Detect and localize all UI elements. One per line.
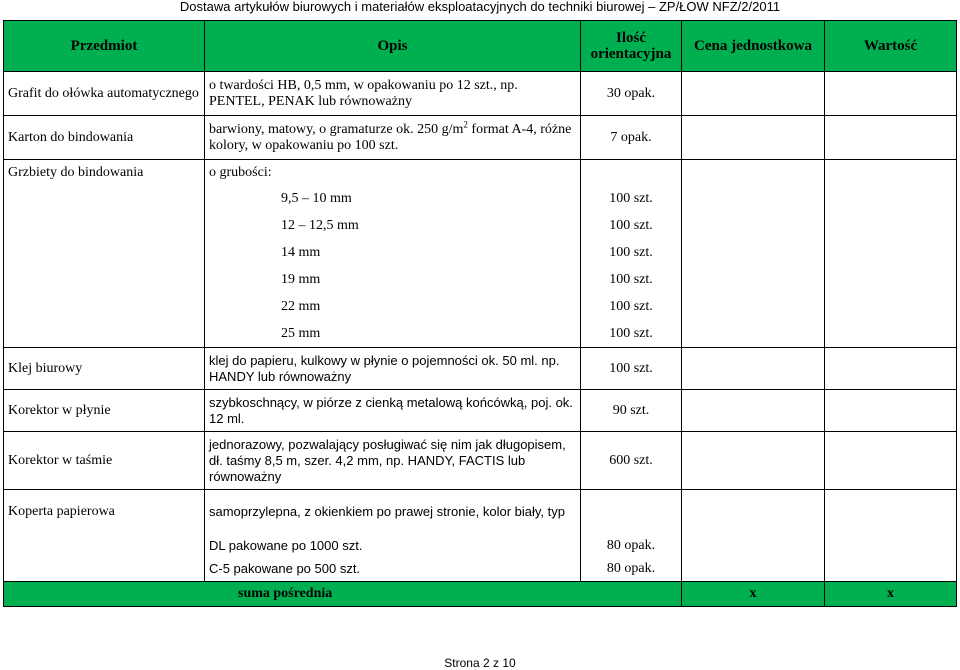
item-quantity — [581, 160, 682, 186]
item-quantity: 80 opak. — [581, 534, 682, 558]
table-row — [4, 240, 957, 267]
envelope-variant: DL pakowane po 1000 szt. — [205, 534, 581, 558]
item-description: o twardości HB, 0,5 mm, w opakowaniu po 12 szt., np. PENTEL, PENAK lub równoważny — [205, 72, 581, 116]
unit-price-cell — [682, 116, 825, 160]
size-option: 19 mm — [205, 267, 581, 294]
item-quantity: 30 opak. — [581, 72, 682, 116]
size-option: 25 mm — [205, 321, 581, 348]
item-name: Koperta papierowa — [4, 490, 205, 534]
item-name: Korektor w taśmie — [4, 432, 205, 490]
table-header-row — [4, 21, 957, 72]
item-quantity: 100 szt. — [581, 348, 682, 390]
size-option: 22 mm — [205, 294, 581, 321]
size-option: 9,5 – 10 mm — [205, 186, 581, 213]
item-name: Grzbiety do bindowania — [4, 160, 205, 186]
item-quantity: 100 szt. — [581, 321, 682, 348]
item-description: jednorazowy, pozwalający posługiwać się nim jak długopisem, dł. taśmy 8,5 m, szer. 4,2 mm, np. HANDY, FACTIS lub równoważny — [205, 432, 581, 490]
table-row — [4, 348, 957, 390]
table-row — [4, 186, 957, 213]
item-description — [205, 116, 581, 160]
item-quantity: 100 szt. — [581, 213, 682, 240]
col-header-unit-price: Cena jednostkowa — [682, 21, 825, 72]
superscript: 2 — [463, 118, 468, 129]
table-row — [4, 160, 957, 186]
table-row — [4, 213, 957, 240]
table-row — [4, 490, 957, 534]
item-quantity: 100 szt. — [581, 240, 682, 267]
item-quantity: 100 szt. — [581, 186, 682, 213]
value-cell — [825, 72, 957, 116]
table-row — [4, 432, 957, 490]
col-header-quantity: Ilość orientacyjna — [581, 21, 682, 72]
item-quantity: 90 szt. — [581, 390, 682, 432]
desc-text: format A-4, różne kolory, w opakowaniu po 100 szt. — [209, 121, 572, 153]
col-header-value: Wartość — [825, 21, 957, 72]
document-header-title: Dostawa artykułów biurowych i materiałów eksploatacyjnych do techniki biurowej – ZP/ŁOW NFZ/2/2011 — [179, 0, 781, 14]
item-description: samoprzylepna, z okienkiem po prawej stronie, kolor biały, typ — [205, 490, 581, 534]
unit-price-cell — [682, 432, 825, 490]
item-description: o grubości: — [205, 160, 581, 186]
table-row — [4, 321, 957, 348]
table-row — [4, 294, 957, 321]
item-name: Grafit do ołówka automatycznego — [4, 72, 205, 116]
unit-price-cell — [682, 72, 825, 116]
item-quantity: 600 szt. — [581, 432, 682, 490]
size-option: 14 mm — [205, 240, 581, 267]
col-header-item: Przedmiot — [4, 21, 205, 72]
value-cell — [825, 160, 957, 186]
item-name: Korektor w płynie — [4, 390, 205, 432]
subtotal-x-value: x — [825, 582, 957, 607]
item-quantity: 7 opak. — [581, 116, 682, 160]
unit-price-cell — [682, 390, 825, 432]
value-cell — [825, 348, 957, 390]
item-name: Klej biurowy — [4, 348, 205, 390]
table-row — [4, 116, 957, 160]
subtotal-label: suma pośrednia — [4, 582, 682, 607]
value-cell — [825, 116, 957, 160]
item-description: klej do papieru, kulkowy w płynie o pojemności ok. 50 ml. np. HANDY lub równoważny — [205, 348, 581, 390]
size-option: 12 – 12,5 mm — [205, 213, 581, 240]
table-row — [4, 390, 957, 432]
item-quantity: 100 szt. — [581, 294, 682, 321]
subtotal-row — [4, 582, 957, 607]
page-number: Strona 2 z 10 — [444, 656, 516, 670]
unit-price-cell — [682, 160, 825, 186]
subtotal-x-unit: x — [682, 582, 825, 607]
desc-text: barwiony, matowy, o gramaturze ok. 250 g/m — [209, 121, 464, 137]
item-quantity: 80 opak. — [581, 558, 682, 582]
col-header-description: Opis — [205, 21, 581, 72]
table-row — [4, 72, 957, 116]
table-row — [4, 558, 957, 582]
item-quantity: 100 szt. — [581, 267, 682, 294]
item-description: szybkoschnący, w piórze z cienką metalową końcówką, poj. ok. 12 ml. — [205, 390, 581, 432]
value-cell — [825, 432, 957, 490]
unit-price-cell — [682, 348, 825, 390]
table-row — [4, 267, 957, 294]
price-table — [3, 20, 957, 607]
value-cell — [825, 390, 957, 432]
envelope-variant: C-5 pakowane po 500 szt. — [205, 558, 581, 582]
table-row — [4, 534, 957, 558]
item-name: Karton do bindowania — [4, 116, 205, 160]
